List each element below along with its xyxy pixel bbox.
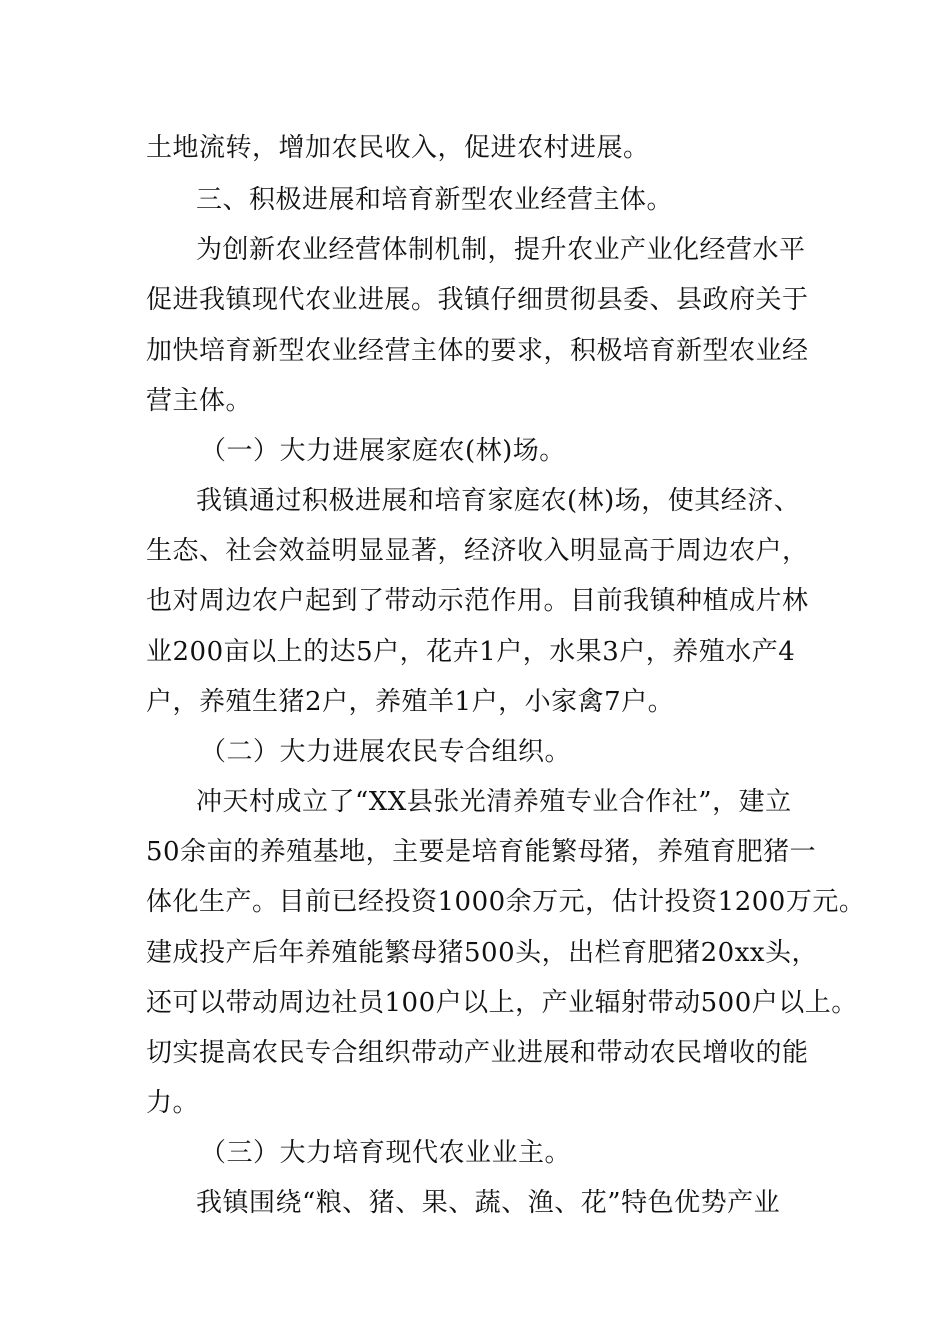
section-heading: 三、积极进展和培育新型农业经营主体。 <box>196 185 674 215</box>
text-line: 也对周边农户起到了带动示范作用。目前我镇种植成片林 <box>146 586 809 616</box>
text-line: 营主体。 <box>146 386 253 416</box>
subsection-heading: （三）大力培育现代农业业主。 <box>200 1138 572 1168</box>
text-line: 我镇通过积极进展和培育家庭农(林)场，使其经济、 <box>196 486 801 516</box>
text-line: 冲天村成立了“XX县张光清养殖专业合作社”，建立 <box>196 787 792 817</box>
text-line: 业200亩以上的达5户，花卉1户，水果3户，养殖水产4 <box>146 637 796 667</box>
text-line: 为创新农业经营体制机制，提升农业产业化经营水平 <box>196 235 806 265</box>
text-line: 我镇围绕“粮、猪、果、蔬、渔、花”特色优势产业 <box>196 1188 781 1218</box>
text-line: 加快培育新型农业经营主体的要求，积极培育新型农业经 <box>146 336 809 366</box>
text-line: 50余亩的养殖基地，主要是培育能繁母猪，养殖育肥猪一 <box>146 837 817 867</box>
text-line: 切实提高农民专合组织带动产业进展和带动农民增收的能 <box>146 1038 809 1068</box>
text-line: 户，养殖生猪2户，养殖羊1户，小家禽7户。 <box>146 687 675 717</box>
text-line: 力。 <box>146 1088 200 1118</box>
subsection-heading: （二）大力进展农民专合组织。 <box>200 737 572 767</box>
text-line: 促进我镇现代农业进展。我镇仔细贯彻县委、县政府关于 <box>146 285 809 315</box>
text-line: 建成投产后年养殖能繁母猪500头，出栏育肥猪20xx头， <box>146 938 819 968</box>
text-line: 体化生产。目前已经投资1000余万元，估计投资1200万元。 <box>146 887 866 917</box>
text-line: 还可以带动周边社员100户以上，产业辐射带动500户以上。 <box>146 988 858 1018</box>
subsection-heading: （一）大力进展家庭农(林)场。 <box>200 436 566 466</box>
text-line: 土地流转，增加农民收入，促进农村进展。 <box>146 133 650 163</box>
text-line: 生态、社会效益明显显著，经济收入明显高于周边农户， <box>146 536 809 566</box>
